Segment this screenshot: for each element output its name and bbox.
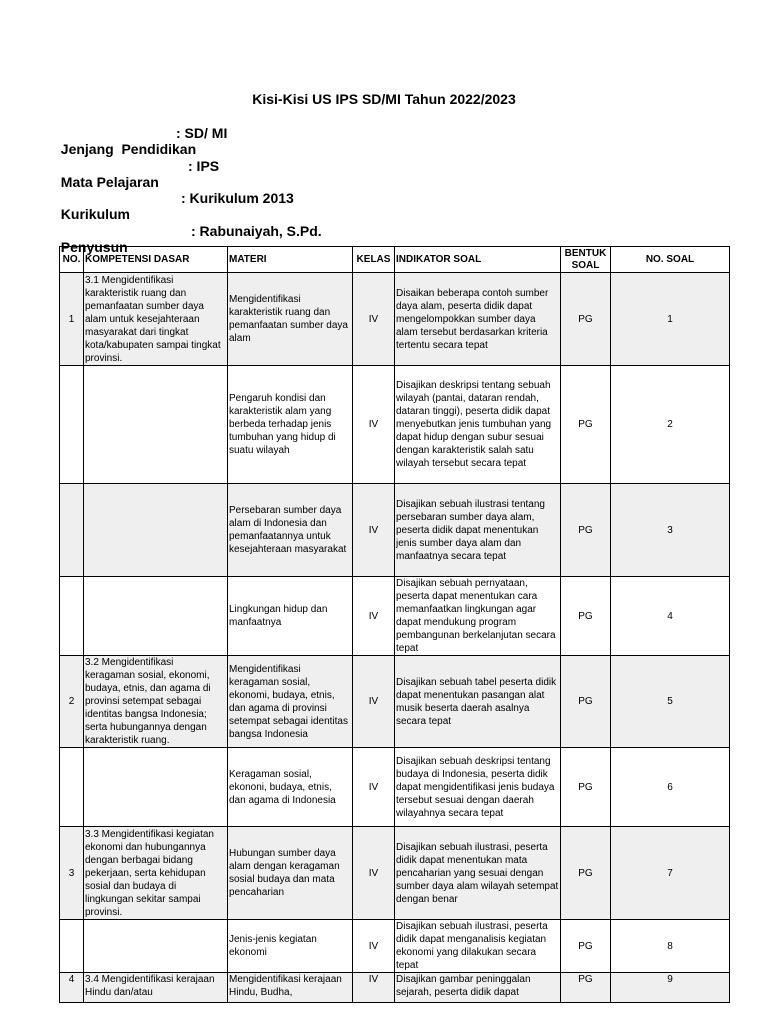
kisi-kisi-table [59, 246, 730, 1003]
cell-kelas: IV [353, 973, 395, 1003]
meta-value: : Rabunaiyah, S.Pd. [191, 223, 322, 239]
cell-kompetensi-dasar [84, 484, 228, 577]
cell-bentuk: PG [561, 366, 611, 484]
cell-no-soal: 3 [611, 484, 730, 577]
table-row [60, 973, 730, 1003]
header-no-soal: NO. SOAL [611, 247, 730, 273]
meta-value: : Kurikulum 2013 [181, 190, 294, 206]
cell-bentuk: PG [561, 577, 611, 656]
cell-bentuk: PG [561, 484, 611, 577]
table-row [60, 484, 730, 577]
cell-no: 1 [60, 273, 84, 366]
cell-no [60, 577, 84, 656]
cell-no [60, 748, 84, 827]
cell-no [60, 366, 84, 484]
cell-kompetensi-dasar: 3.2 Mengidentifikasi keragaman sosial, ekonomi, budaya, etnis, dan agama di provinsi setempat sebagai identitas bangsa Indonesia; serta hubungannya dengan karakteristik ruang. [84, 656, 228, 748]
cell-no-soal: 9 [611, 973, 730, 1003]
cell-no [60, 920, 84, 973]
cell-indikator: Disajikan gambar peninggalan sejarah, peserta didik dapat [395, 973, 561, 1003]
meta-label: Kurikulum [60, 206, 131, 222]
table-row [60, 656, 730, 748]
cell-kompetensi-dasar [84, 920, 228, 973]
meta-value: : IPS [188, 158, 220, 174]
cell-indikator: Disajikan deskripsi tentang sebuah wilayah (pantai, dataran rendah, dataran tinggi), peserta didik dapat menyebutkan jenis tumbuhan yang dapat hidup dengan subur sesuai dengan karakteristik salah satu wilayah tersebut secara tepat [395, 366, 561, 484]
cell-bentuk: PG [561, 920, 611, 973]
cell-bentuk: PG [561, 273, 611, 366]
meta-label: Penyusun [60, 239, 128, 255]
cell-bentuk: PG [561, 827, 611, 920]
cell-materi: Mengidentifikasi karakteristik ruang dan pemanfaatan sumber daya alam [228, 273, 353, 366]
cell-no-soal: 6 [611, 748, 730, 827]
header-materi: MATERI [228, 247, 353, 273]
cell-no [60, 484, 84, 577]
header-bentuk-soal: BENTUK SOAL [561, 247, 611, 273]
header-kelas: KELAS [353, 247, 395, 273]
table-row [60, 577, 730, 656]
cell-indikator: Disajikan sebuah ilustrasi, peserta didik dapat menganalisis kegiatan ekonomi yang dilakukan secara tepat [395, 920, 561, 973]
cell-no-soal: 2 [611, 366, 730, 484]
cell-kompetensi-dasar: 3.4 Mengidentifikasi kerajaan Hindu dan/atau [84, 973, 228, 1003]
cell-kelas: IV [353, 273, 395, 366]
cell-kompetensi-dasar [84, 366, 228, 484]
cell-bentuk: PG [561, 973, 611, 1003]
cell-indikator: Disajikan sebuah tabel peserta didik dapat menentukan pasangan alat musik beserta daerah asalnya secara tepat [395, 656, 561, 748]
cell-indikator: Disajikan sebuah deskripsi tentang budaya di Indonesia, peserta didik dapat mengidentifikasi jenis budaya tersebut sesuai dengan daerah wilayahnya secara tepat [395, 748, 561, 827]
cell-materi: Jenis-jenis kegiatan ekonomi [228, 920, 353, 973]
table-row [60, 920, 730, 973]
header-no: NO. [60, 247, 84, 273]
cell-indikator: Disaikan beberapa contoh sumber daya alam, peserta didik dapat mengelompokkan sumber daya alam tersebut berdasarkan kriteria tertentu secara tepat [395, 273, 561, 366]
cell-no-soal: 1 [611, 273, 730, 366]
cell-kompetensi-dasar: 3.1 Mengidentifikasi karakteristik ruang dan pemanfaatan sumber daya alam untuk kesejahteraan masyarakat dari tingkat kota/kabupaten sampai tingkat provinsi. [84, 273, 228, 366]
cell-no: 2 [60, 656, 84, 748]
cell-no-soal: 8 [611, 920, 730, 973]
meta-value: : SD/ MI [176, 125, 228, 141]
cell-materi: Persebaran sumber daya alam di Indonesia dan pemanfaatannya untuk kesejahteraan masyarakat [228, 484, 353, 577]
cell-materi: Mengidentifikasi kerajaan Hindu, Budha, [228, 973, 353, 1003]
table-row [60, 366, 730, 484]
cell-no-soal: 7 [611, 827, 730, 920]
cell-bentuk: PG [561, 748, 611, 827]
table-header-row [60, 247, 730, 273]
table-row [60, 273, 730, 366]
meta-label: Jenjang Pendidikan [60, 141, 197, 157]
cell-no: 4 [60, 973, 84, 1003]
cell-kelas: IV [353, 577, 395, 656]
cell-indikator: Disajikan sebuah ilustrasi, peserta didik dapat menentukan mata pencaharian yang sesuai dengan sumber daya alam wilayah setempat dengan benar [395, 827, 561, 920]
table-row [60, 827, 730, 920]
cell-kompetensi-dasar: 3.3 Mengidentifikasi kegiatan ekonomi dan hubungannya dengan berbagai bidang pekerjaan, serta kehidupan sosial dan budaya di lingkungan sekitar sampai provinsi. [84, 827, 228, 920]
cell-kelas: IV [353, 748, 395, 827]
cell-materi: Mengidentifikasi keragaman sosial, ekonomi, budaya, etnis, dan agama di provinsi setempat sebagai identitas bangsa Indonesia [228, 656, 353, 748]
cell-indikator: Disajikan sebuah ilustrasi tentang persebaran sumber daya alam, peserta didik dapat menentukan jenis sumber daya alam dan manfaatnya secara tepat [395, 484, 561, 577]
cell-no: 3 [60, 827, 84, 920]
cell-materi: Keragaman sosial, ekononi, budaya, etnis, dan agama di Indonesia [228, 748, 353, 827]
cell-kelas: IV [353, 656, 395, 748]
document-title: Kisi-Kisi US IPS SD/MI Tahun 2022/2023 [252, 91, 516, 107]
cell-indikator: Disajikan sebuah pernyataan, peserta dapat menentukan cara memanfaatkan lingkungan agar dapat mendukung program pembangunan berkelanjutan secara tepat [395, 577, 561, 656]
cell-bentuk: PG [561, 656, 611, 748]
cell-kelas: IV [353, 827, 395, 920]
cell-materi: Lingkungan hidup dan manfaatnya [228, 577, 353, 656]
meta-label: Mata Pelajaran [60, 174, 159, 190]
cell-kompetensi-dasar [84, 748, 228, 827]
cell-kelas: IV [353, 366, 395, 484]
cell-materi: Pengaruh kondisi dan karakteristik alam yang berbeda terhadap jenis tumbuhan yang hidup di suatu wilayah [228, 366, 353, 484]
header-indikator-soal: INDIKATOR SOAL [395, 247, 561, 273]
cell-materi: Hubungan sumber daya alam dengan keragaman sosial budaya dan mata pencaharian [228, 827, 353, 920]
cell-kelas: IV [353, 920, 395, 973]
table-row [60, 748, 730, 827]
header-kompetensi-dasar: KOMPETENSI DASAR [84, 247, 228, 273]
cell-kompetensi-dasar [84, 577, 228, 656]
cell-no-soal: 5 [611, 656, 730, 748]
cell-no-soal: 4 [611, 577, 730, 656]
cell-kelas: IV [353, 484, 395, 577]
